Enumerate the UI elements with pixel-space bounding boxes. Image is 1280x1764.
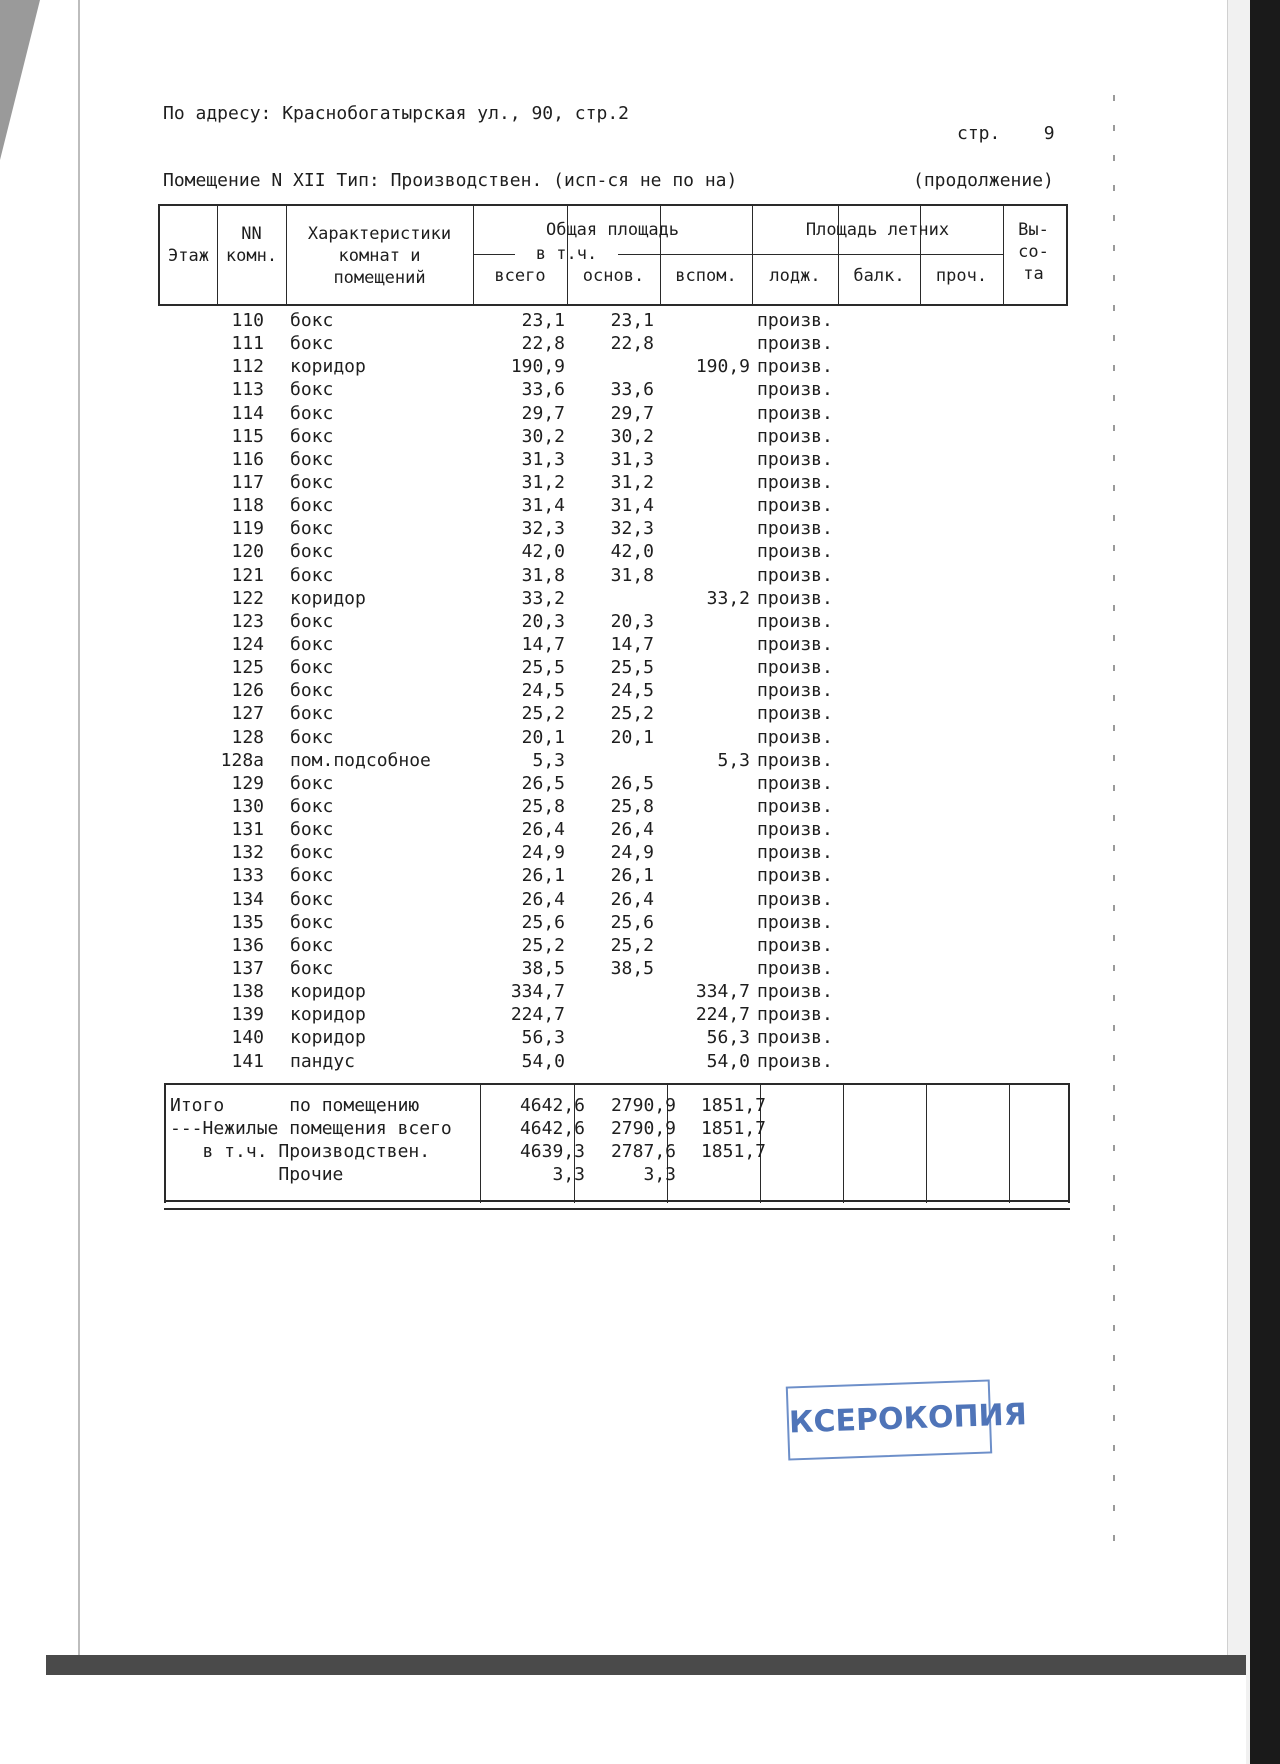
- room-use: произв.: [757, 657, 833, 679]
- room-use: произв.: [757, 934, 833, 956]
- header-total-area: Общая площадь: [545, 220, 680, 240]
- room-name: бокс: [290, 402, 334, 424]
- room-use: произв.: [757, 633, 833, 655]
- room-number: 136: [231, 934, 264, 956]
- room-number: 118: [231, 495, 264, 517]
- room-number: 137: [231, 957, 264, 979]
- header-loggia: лодж.: [769, 266, 821, 286]
- totals-bottom-rule: [164, 1200, 1070, 1210]
- room-number: 121: [231, 564, 264, 586]
- area-total: 25,6: [521, 911, 565, 933]
- totals-row: [166, 1117, 1068, 1140]
- room-use: произв.: [757, 448, 833, 470]
- header-summer-area: Площадь летних: [805, 220, 950, 240]
- totals-label: Прочие: [170, 1164, 344, 1185]
- totals-label: ---Нежилые помещения всего: [170, 1118, 452, 1139]
- room-name: бокс: [290, 795, 334, 817]
- area-main: 31,2: [610, 471, 654, 493]
- area-total: 33,2: [521, 587, 565, 609]
- table-row: [0, 818, 1280, 841]
- area-total: 26,4: [521, 819, 565, 841]
- area-total: 20,3: [521, 610, 565, 632]
- table-row: [0, 772, 1280, 795]
- room-use: произв.: [757, 842, 833, 864]
- room-number: 140: [231, 1027, 264, 1049]
- room-number: 110: [231, 310, 264, 331]
- room-name: бокс: [290, 911, 334, 933]
- room-name: бокс: [290, 610, 334, 632]
- room-number: 126: [231, 680, 264, 702]
- totals-area-total: 4642,6: [519, 1095, 585, 1116]
- header-height-1: Вы-: [1018, 220, 1049, 240]
- room-name: бокс: [290, 957, 334, 979]
- header-room-no-bottom: комн.: [225, 246, 278, 266]
- header-height-2: со-: [1018, 242, 1049, 262]
- room-use: произв.: [757, 495, 833, 517]
- room-name: бокс: [290, 865, 334, 887]
- table-row: [0, 726, 1280, 749]
- table-row: [0, 309, 1280, 332]
- totals-area-main: 2787,6: [610, 1141, 676, 1162]
- room-number: 115: [231, 425, 264, 447]
- scan-bottom-border: [46, 1655, 1246, 1675]
- area-main: 38,5: [610, 957, 654, 979]
- area-total: 31,4: [521, 495, 565, 517]
- room-use: произв.: [757, 772, 833, 794]
- room-name: пом.подсобное: [290, 749, 431, 771]
- table-row: [0, 517, 1280, 540]
- area-main: 23,1: [610, 310, 654, 331]
- area-total: 224,7: [510, 1004, 565, 1026]
- area-total: 26,4: [521, 888, 565, 910]
- header-other: проч.: [935, 266, 988, 286]
- area-main: 25,6: [610, 911, 654, 933]
- room-number: 120: [231, 541, 264, 563]
- room-name: пандус: [290, 1050, 356, 1072]
- room-number: 134: [231, 888, 264, 910]
- room-number: 111: [231, 333, 264, 355]
- room-use: произв.: [757, 541, 833, 563]
- room-number: 128а: [220, 749, 264, 771]
- table-row: [0, 911, 1280, 934]
- table-row: [0, 980, 1280, 1003]
- area-main: 26,5: [610, 772, 654, 794]
- room-use: произв.: [757, 425, 833, 447]
- scan-page-fold: [0, 0, 40, 160]
- room-number: 128: [231, 726, 264, 748]
- area-total: 334,7: [510, 981, 565, 1003]
- table-row: [0, 425, 1280, 448]
- table-row: [0, 1003, 1280, 1026]
- header-height-3: та: [1023, 264, 1044, 284]
- table-row: [0, 540, 1280, 563]
- table-row: [0, 1050, 1280, 1073]
- room-name: бокс: [290, 633, 334, 655]
- room-use: произв.: [757, 1027, 833, 1049]
- room-use: произв.: [757, 402, 833, 424]
- room-number: 127: [231, 703, 264, 725]
- room-use: произв.: [757, 865, 833, 887]
- room-name: бокс: [290, 703, 334, 725]
- area-total: 30,2: [521, 425, 565, 447]
- room-name: бокс: [290, 772, 334, 794]
- table-row: [0, 471, 1280, 494]
- room-use: произв.: [757, 587, 833, 609]
- totals-area-main: 3,3: [643, 1164, 676, 1185]
- page-number-value: 9: [1043, 123, 1055, 144]
- table-row: [0, 749, 1280, 772]
- area-total: 31,3: [521, 448, 565, 470]
- page-number: [957, 123, 1055, 145]
- room-name: коридор: [290, 356, 366, 378]
- continued-label: (продолжение): [913, 170, 1054, 191]
- room-name: бокс: [290, 726, 334, 748]
- totals-row: [166, 1140, 1068, 1163]
- area-total: 56,3: [521, 1027, 565, 1049]
- room-name: бокс: [290, 518, 334, 540]
- header-including: в т.ч.: [535, 244, 598, 264]
- room-use: произв.: [757, 749, 833, 771]
- room-list: [0, 309, 1280, 1073]
- area-total: 20,1: [521, 726, 565, 748]
- room-number: 112: [231, 356, 264, 378]
- table-row: [0, 332, 1280, 355]
- room-use: произв.: [757, 911, 833, 933]
- area-main: 14,7: [610, 633, 654, 655]
- area-main: 30,2: [610, 425, 654, 447]
- area-main: 26,1: [610, 865, 654, 887]
- area-total: 31,8: [521, 564, 565, 586]
- header-characteristics-2: комнат и: [338, 246, 421, 266]
- totals-block: [164, 1083, 1070, 1203]
- totals-row: [166, 1094, 1068, 1117]
- room-number: 116: [231, 448, 264, 470]
- room-name: бокс: [290, 564, 334, 586]
- table-row: [0, 656, 1280, 679]
- room-name: коридор: [290, 587, 366, 609]
- room-number: 138: [231, 981, 264, 1003]
- copy-stamp: КСЕРОКОПИЯ: [786, 1379, 992, 1460]
- area-total: 26,5: [521, 772, 565, 794]
- room-name: бокс: [290, 448, 334, 470]
- area-aux: 334,7: [695, 981, 750, 1003]
- totals-row: [166, 1163, 1068, 1186]
- room-use: произв.: [757, 957, 833, 979]
- room-name: бокс: [290, 541, 334, 563]
- table-header: [158, 204, 1068, 306]
- table-row: [0, 934, 1280, 957]
- area-total: 33,6: [521, 379, 565, 401]
- room-name: бокс: [290, 888, 334, 910]
- table-row: [0, 355, 1280, 378]
- table-row: [0, 610, 1280, 633]
- area-main: 25,5: [610, 657, 654, 679]
- room-name: бокс: [290, 495, 334, 517]
- scan-bottom-margin: [46, 1675, 1246, 1764]
- area-main: 25,2: [610, 934, 654, 956]
- room-name: коридор: [290, 981, 366, 1003]
- table-row: [0, 402, 1280, 425]
- header-room-no-top: NN: [241, 224, 262, 244]
- room-number: 129: [231, 772, 264, 794]
- area-main: 42,0: [610, 541, 654, 563]
- area-aux: 56,3: [706, 1027, 750, 1049]
- area-main: 22,8: [610, 333, 654, 355]
- room-number: 122: [231, 587, 264, 609]
- area-aux: 190,9: [695, 356, 750, 378]
- area-main: 24,5: [610, 680, 654, 702]
- table-row: [0, 841, 1280, 864]
- room-number: 133: [231, 865, 264, 887]
- area-aux: 33,2: [706, 587, 750, 609]
- room-number: 131: [231, 819, 264, 841]
- room-number: 125: [231, 657, 264, 679]
- room-number: 117: [231, 471, 264, 493]
- room-use: произв.: [757, 1004, 833, 1026]
- room-name: бокс: [290, 819, 334, 841]
- header-floor: Этаж: [168, 246, 209, 266]
- header-characteristics-3: помещений: [333, 268, 426, 288]
- table-row: [0, 448, 1280, 471]
- room-name: бокс: [290, 680, 334, 702]
- area-main: 31,4: [610, 495, 654, 517]
- address-line: По адресу: Краснобогатырская ул., 90, стр.2: [163, 103, 629, 124]
- table-row: [0, 888, 1280, 911]
- area-main: 26,4: [610, 888, 654, 910]
- table-row: [0, 957, 1280, 980]
- room-number: 135: [231, 911, 264, 933]
- area-total: 190,9: [510, 356, 565, 378]
- area-total: 42,0: [521, 541, 565, 563]
- header-total: всего: [494, 266, 546, 286]
- room-use: произв.: [757, 981, 833, 1003]
- room-number: 132: [231, 842, 264, 864]
- totals-area-aux: 1851,7: [700, 1141, 766, 1162]
- area-main: 31,8: [610, 564, 654, 586]
- room-name: бокс: [290, 379, 334, 401]
- totals-area-total: 3,3: [552, 1164, 585, 1185]
- area-total: 38,5: [521, 957, 565, 979]
- room-name: бокс: [290, 842, 334, 864]
- header-balcony: балк.: [853, 266, 905, 286]
- room-use: произв.: [757, 610, 833, 632]
- room-name: бокс: [290, 657, 334, 679]
- room-number: 119: [231, 518, 264, 540]
- area-main: 29,7: [610, 402, 654, 424]
- room-name: бокс: [290, 310, 334, 331]
- room-use: произв.: [757, 333, 833, 355]
- table-row: [0, 564, 1280, 587]
- premises-title: Помещение N XII Тип: Производствен. (исп-ся не по на): [163, 170, 738, 191]
- area-main: 25,2: [610, 703, 654, 725]
- room-number: 114: [231, 402, 264, 424]
- room-use: произв.: [757, 356, 833, 378]
- room-use: произв.: [757, 1050, 833, 1072]
- room-use: произв.: [757, 379, 833, 401]
- totals-area-total: 4642,6: [519, 1118, 585, 1139]
- totals-area-total: 4639,3: [519, 1141, 585, 1162]
- room-use: произв.: [757, 518, 833, 540]
- table-row: [0, 795, 1280, 818]
- totals-area-aux: 1851,7: [700, 1095, 766, 1116]
- room-use: произв.: [757, 726, 833, 748]
- room-use: произв.: [757, 564, 833, 586]
- totals-label: Итого по помещению: [170, 1095, 420, 1116]
- area-total: 24,5: [521, 680, 565, 702]
- totals-area-main: 2790,9: [610, 1095, 676, 1116]
- room-number: 141: [231, 1050, 264, 1072]
- room-use: произв.: [757, 310, 833, 331]
- room-use: произв.: [757, 795, 833, 817]
- table-row: [0, 378, 1280, 401]
- area-total: 54,0: [521, 1050, 565, 1072]
- area-total: 25,8: [521, 795, 565, 817]
- room-name: бокс: [290, 934, 334, 956]
- area-total: 23,1: [521, 310, 565, 331]
- area-total: 29,7: [521, 402, 565, 424]
- room-use: произв.: [757, 680, 833, 702]
- table-row: [0, 702, 1280, 725]
- room-name: коридор: [290, 1027, 366, 1049]
- area-total: 25,5: [521, 657, 565, 679]
- table-row: [0, 633, 1280, 656]
- area-main: 20,3: [610, 610, 654, 632]
- area-total: 24,9: [521, 842, 565, 864]
- room-name: бокс: [290, 333, 334, 355]
- room-number: 113: [231, 379, 264, 401]
- area-main: 31,3: [610, 448, 654, 470]
- page-label: стр.: [957, 123, 1001, 144]
- room-number: 123: [231, 610, 264, 632]
- room-use: произв.: [757, 703, 833, 725]
- area-main: 24,9: [610, 842, 654, 864]
- area-total: 22,8: [521, 333, 565, 355]
- area-main: 32,3: [610, 518, 654, 540]
- totals-area-aux: 1851,7: [700, 1118, 766, 1139]
- area-main: 26,4: [610, 819, 654, 841]
- area-total: 14,7: [521, 633, 565, 655]
- area-aux: 5,3: [717, 749, 750, 771]
- area-total: 25,2: [521, 703, 565, 725]
- header-main: основ.: [582, 266, 645, 286]
- room-use: произв.: [757, 819, 833, 841]
- room-use: произв.: [757, 888, 833, 910]
- room-number: 139: [231, 1004, 264, 1026]
- area-total: 31,2: [521, 471, 565, 493]
- area-main: 25,8: [610, 795, 654, 817]
- area-total: 26,1: [521, 865, 565, 887]
- table-row: [0, 1026, 1280, 1049]
- area-aux: 224,7: [695, 1004, 750, 1026]
- table-row: [0, 679, 1280, 702]
- area-total: 5,3: [532, 749, 565, 771]
- header-characteristics-1: Характеристики: [307, 224, 452, 244]
- area-main: 33,6: [610, 379, 654, 401]
- room-number: 124: [231, 633, 264, 655]
- room-use: произв.: [757, 471, 833, 493]
- area-total: 25,2: [521, 934, 565, 956]
- area-main: 20,1: [610, 726, 654, 748]
- totals-label: в т.ч. Производствен.: [170, 1141, 431, 1162]
- totals-area-main: 2790,9: [610, 1118, 676, 1139]
- area-aux: 54,0: [706, 1050, 750, 1072]
- room-name: бокс: [290, 425, 334, 447]
- table-row: [0, 494, 1280, 517]
- room-number: 130: [231, 795, 264, 817]
- room-name: коридор: [290, 1004, 366, 1026]
- area-total: 32,3: [521, 518, 565, 540]
- table-row: [0, 864, 1280, 887]
- table-row: [0, 587, 1280, 610]
- header-aux: вспом.: [675, 266, 737, 286]
- room-name: бокс: [290, 471, 334, 493]
